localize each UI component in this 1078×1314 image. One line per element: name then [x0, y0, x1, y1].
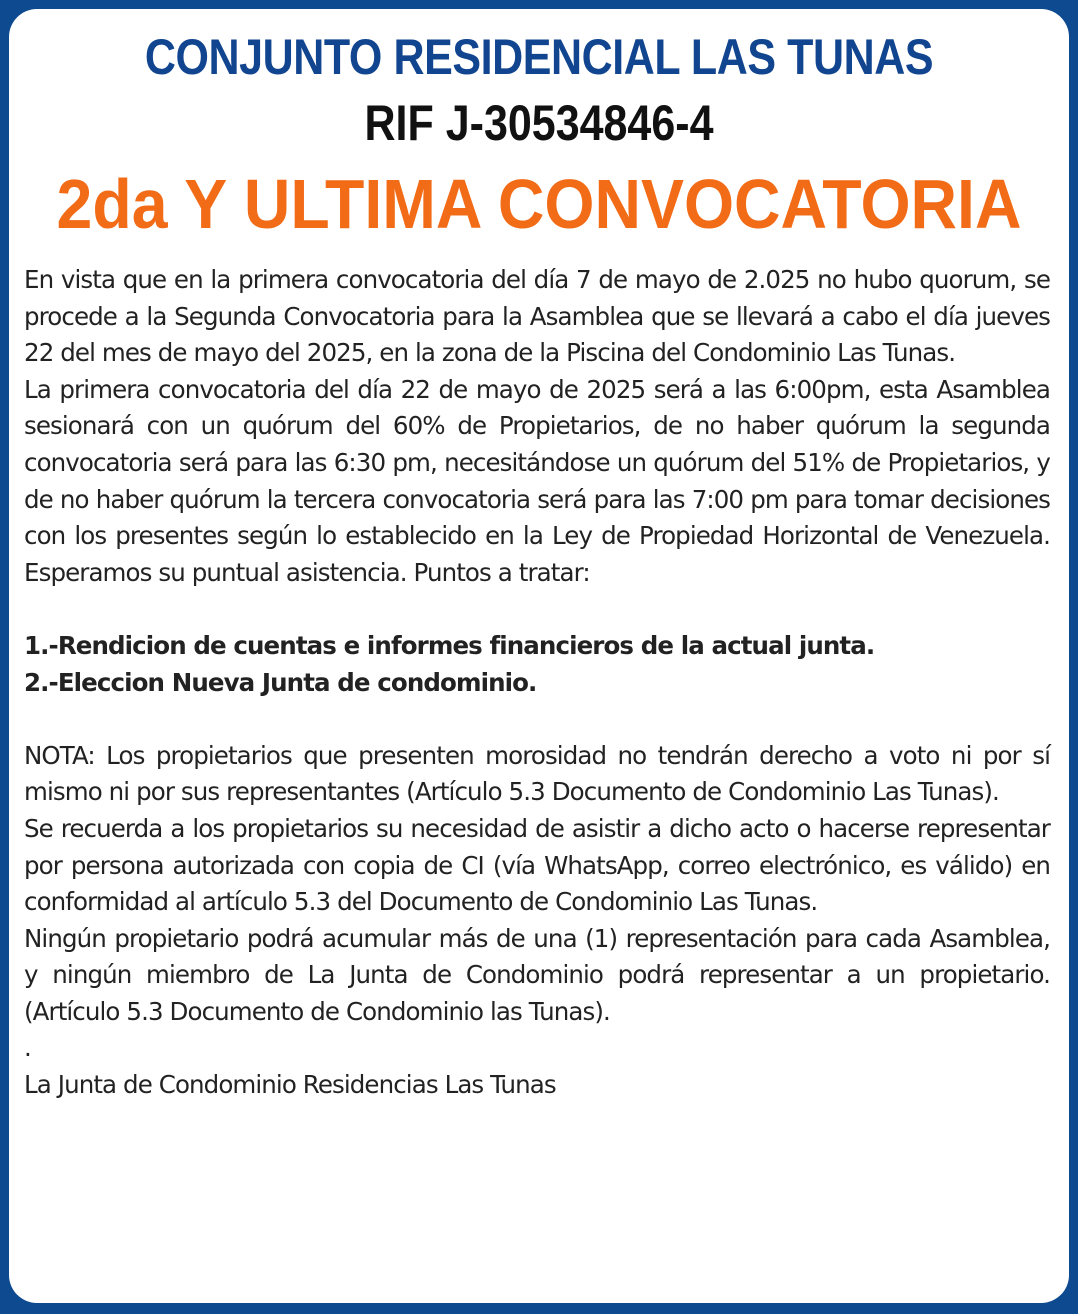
paragraph-schedule: La primera convocatoria del día 22 de mayo de 2025 será a las 6:00pm, esta Asamblea sesionará con un quórum del 60% de Propietarios, de no haber quórum la segunda convocatoria será para las 6:30 pm, necesitándose un quórum del 51% de Propietarios, y de no haber quórum la tercera convocatoria será para las 7:00 pm para tomar decisiones con los presentes según lo establecido en la Ley de Propiedad Horizontal de Venezuela. Esperamos su puntual asistencia. Puntos a tratar: — [24, 374, 1050, 587]
spacer — [24, 701, 1050, 738]
dot-separator: . — [24, 1033, 31, 1063]
rif-number: RIF J-30534846-4 — [364, 95, 714, 151]
paragraph-intro: En vista que en la primera convocatoria del día 7 de mayo de 2.025 no hubo quorum, se procede a la Segunda Convocatoria para la Asamblea que se llevará a cabo el día jueves 22 del mes de mayo del 2025, en la zona de la Piscina del Condominio Las Tunas. — [24, 265, 1050, 368]
spacer — [24, 591, 1050, 628]
agenda-item-1: 1.-Rendicion de cuentas e informes financieros de la actual junta. — [24, 630, 875, 660]
page-title: CONJUNTO RESIDENCIAL LAS TUNAS — [144, 29, 934, 85]
agenda-item-2: 2.-Eleccion Nueva Junta de condominio. — [24, 667, 537, 697]
paragraph-recordatorio: Se recuerda a los propietarios su necesidad de asistir a dicho acto o hacerse representar por persona autorizada con copia de CI (vía WhatsApp, correo electrónico, es válido) en conformidad al artículo 5.3 del Documento de Condominio Las Tunas. — [24, 813, 1050, 917]
convocatoria-heading: 2da Y ULTIMA CONVOCATORIA — [56, 165, 1022, 243]
paragraph-restriccion: Ningún propietario podrá acumular más de una (1) representación para cada Asamblea, y ningún miembro de La Junta de Condominio podrá representar a un propietario. (Artículo 5.3 Documento de Condominio las Tunas). — [24, 923, 1050, 1026]
notice-body — [24, 262, 1050, 1104]
notice-card — [9, 9, 1069, 1303]
paragraph-nota: NOTA: Los propietarios que presenten morosidad no tendrán derecho a voto ni por sí mismo ni por sus representantes (Artículo 5.3 Documento de Condominio Las Tunas). — [24, 740, 1050, 807]
signature: La Junta de Condominio Residencias Las Tunas — [24, 1070, 556, 1100]
